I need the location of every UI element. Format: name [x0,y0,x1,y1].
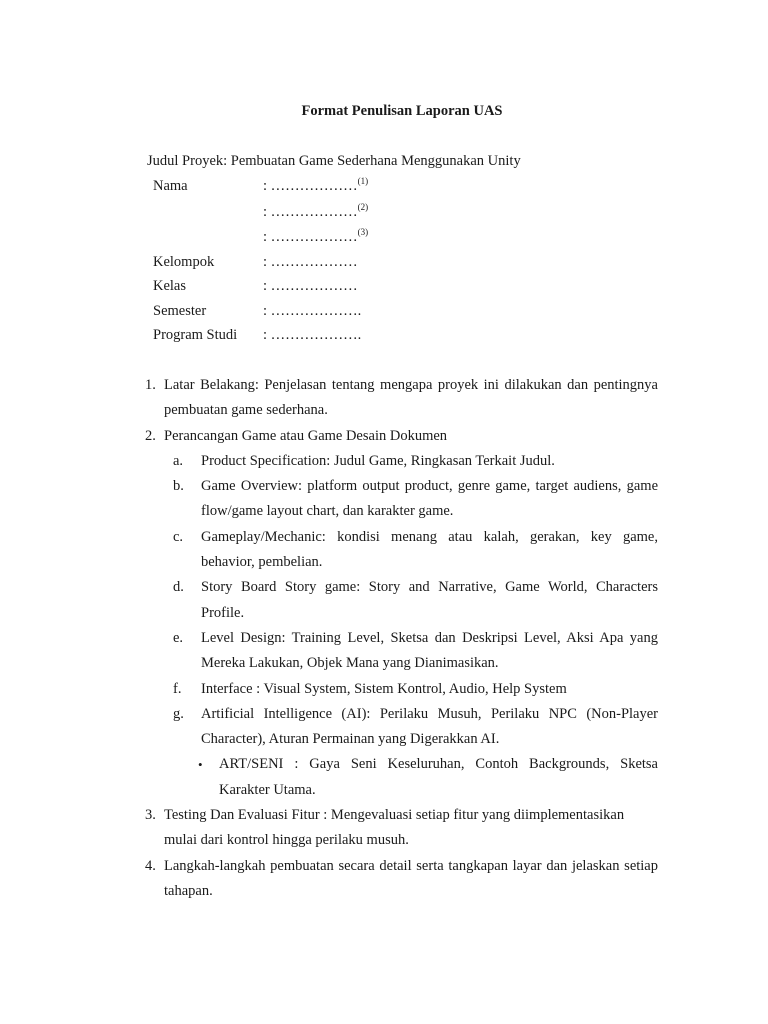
list-item-text: Perancangan Game atau Game Desain Dokumen [164,427,448,444]
field-value-program-studi: : ………………. [263,327,362,343]
sublist-item-f [0,677,658,702]
list-item-1 [0,373,658,424]
list-number: 2. [145,427,156,444]
field-label-kelas: Kelas [153,278,187,294]
bullet-icon: • [198,757,203,773]
sublist-item-g [0,702,658,753]
sublist-item-b [0,474,658,525]
field-label-semester: Semester [153,303,207,319]
sublist-item-text: Game Overview: platform output product, genre game, target audiens, game flow/game layout chart, dan karakter game. [201,478,658,520]
bullet-item-text: ART/SENI : Gaya Seni Keseluruhan, Contoh Backgrounds, Sketsa Karakter Utama. [219,756,658,798]
sublist-item-text: Gameplay/Mechanic: kondisi menang atau kalah, gerakan, key game, behavior, pembelian. [201,528,658,571]
field-label-program-studi: Program Studi [153,327,238,343]
field-value-nama-2: : ………………$^{(2)}$ [263,202,369,220]
field-value-kelompok: : ……………… [263,254,358,270]
document-title: Format Penulisan Laporan UAS [301,103,503,119]
sublist-letter: b. [173,478,184,495]
field-label-kelompok: Kelompok [153,254,215,270]
sublist-item-text: Level Design: Training Level, Sketsa dan Deskripsi Level, Aksi Apa yang Mereka Lakukan, Objek Mana yang Dianimasikan. [201,629,658,672]
sublist-item-c [0,525,658,576]
sublist-letter: g. [173,705,184,722]
list-item-3 [0,803,658,854]
sublist-item-text: Product Specification: Judul Game, Ringkasan Terkait Judul. [201,452,555,469]
list-item-2 [0,424,658,449]
sublist-letter: e. [173,629,184,646]
field-superscript-1: (1) [357,176,369,186]
field-value-semester: : ………………. [263,303,362,319]
sublist-letter: d. [173,579,184,596]
sublist-item-text: Artificial Intelligence (AI): Perilaku Musuh, Perilaku NPC (Non-Player Character), Aturan Permainan yang Digerakkan AI. [201,705,658,748]
field-superscript-3: (3) [357,227,369,237]
list-item-text: Testing Dan Evaluasi Fitur : Mengevaluasi setiap fitur yang diimplementasikan mulai dari kontrol hingga perilaku musuh. [164,807,625,849]
sublist-item-a [0,449,658,474]
list-item-text: Langkah-langkah pembuatan secara detail serta tangkapan layar dan jelaskan setiap tahapan. [164,857,658,899]
list-number: 1. [145,377,156,393]
field-superscript-2: (2) [357,202,369,212]
sublist-item-text: Story Board Story game: Story and Narrative, Game World, Characters Profile. [201,579,658,621]
field-value-nama-1: : ………………$^{(1)}$ [263,176,369,194]
field-value-nama-3: : ………………$^{(3)}$ [263,227,369,245]
sublist-letter: f. [173,680,182,697]
outline-list [0,373,768,904]
list-number: 4. [145,857,156,874]
sublist-letter: a. [173,452,184,469]
sublist-item-d [0,575,658,626]
field-label-nama: Nama [153,178,188,194]
field-value-kelas: : ……………… [263,278,358,294]
sublist-item-e [0,626,658,677]
bullet-item-art [0,752,658,803]
sublist-letter: c. [173,528,184,545]
list-item-text: Latar Belakang: Penjelasan tentang mengapa proyek ini dilakukan dan pentingnya pembuatan game sederhana. [164,377,658,419]
list-item-4 [0,854,658,905]
project-title-line: Judul Proyek: Pembuatan Game Sederhana Menggunakan Unity [147,153,521,169]
sublist-item-text: Interface : Visual System, Sistem Kontrol, Audio, Help System [201,680,567,697]
list-number: 3. [145,807,156,824]
